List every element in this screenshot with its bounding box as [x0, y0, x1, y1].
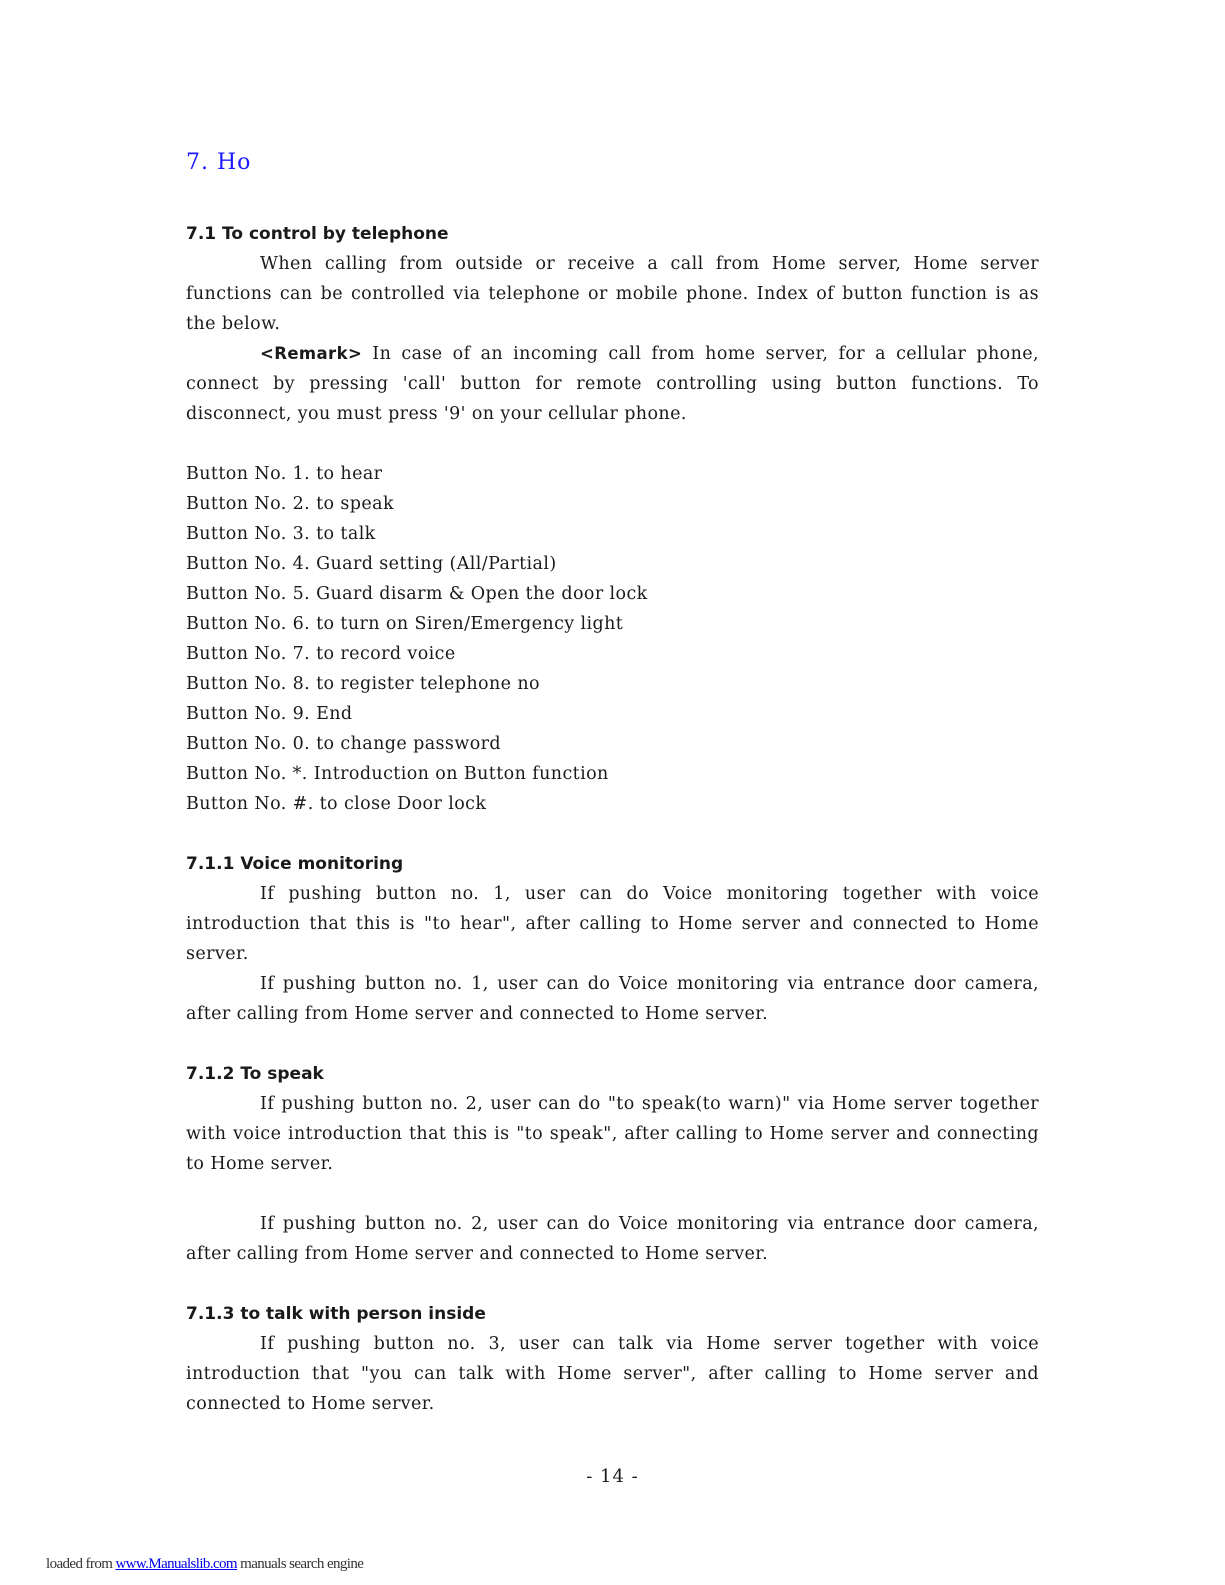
page-number: - 14 - — [586, 1466, 639, 1487]
list-item: Button No. #. to close Door lock — [186, 794, 487, 814]
footer-prefix: loaded from — [46, 1556, 116, 1572]
chapter-title: 7. Ho — [186, 150, 252, 175]
list-item: Button No. 4. Guard setting (All/Partial) — [186, 554, 557, 574]
list-item: Button No. 3. to talk — [186, 524, 376, 544]
section-7-1-3-paragraph-1: If pushing button no. 3, user can talk via Home server together with voice introduction that "you can talk with Home server", after calling to Home server and connected to Home server. — [186, 1334, 1039, 1414]
page-content — [186, 150, 1039, 1419]
section-heading-7-1-1: 7.1.1 Voice monitoring — [186, 854, 404, 874]
spacer — [186, 819, 1039, 849]
list-item: Button No. 1. to hear — [186, 464, 383, 484]
section-7-1-1-paragraph-2: If pushing button no. 1, user can do Voice monitoring via entrance door camera, after calling from Home server and connected to Home server. — [186, 974, 1039, 1024]
footer-suffix: manuals search engine — [237, 1556, 364, 1572]
section-7-1-2-paragraph-2: If pushing button no. 2, user can do Voice monitoring via entrance door camera, after calling from Home server and connected to Home server. — [186, 1214, 1039, 1264]
remark-label: <Remark> — [260, 344, 363, 363]
section-7-1-paragraph: When calling from outside or receive a call from Home server, Home server functions can be controlled via telephone or mobile phone. Index of button function is as the below. — [186, 254, 1039, 334]
button-function-list — [186, 459, 1039, 819]
spacer — [186, 1179, 1039, 1209]
list-item: Button No. *. Introduction on Button function — [186, 764, 609, 784]
section-heading-7-1-3: 7.1.3 to talk with person inside — [186, 1304, 486, 1324]
spacer — [186, 1269, 1039, 1299]
list-item: Button No. 8. to register telephone no — [186, 674, 540, 694]
section-7-1-2-paragraph-1: If pushing button no. 2, user can do "to speak(to warn)" via Home server together with voice introduction that this is "to speak", after calling to Home server and connecting to Home server. — [186, 1094, 1039, 1174]
list-item: Button No. 9. End — [186, 704, 353, 724]
list-item: Button No. 5. Guard disarm & Open the door lock — [186, 584, 648, 604]
list-item: Button No. 0. to change password — [186, 734, 501, 754]
list-item: Button No. 2. to speak — [186, 494, 394, 514]
list-item: Button No. 7. to record voice — [186, 644, 456, 664]
list-item: Button No. 6. to turn on Siren/Emergency light — [186, 614, 624, 634]
footer — [46, 1556, 363, 1573]
manualslib-link[interactable]: www.Manualslib.com — [115, 1556, 237, 1572]
remark-text: In case of an incoming call from home server, for a cellular phone, connect by pressing 'call' button for remote controlling using button functions. To disconnect, you must press '9' on your cellular phone. — [186, 344, 1039, 424]
spacer — [186, 429, 1039, 459]
section-heading-7-1: 7.1 To control by telephone — [186, 224, 449, 244]
section-heading-7-1-2: 7.1.2 To speak — [186, 1064, 324, 1084]
spacer — [186, 1029, 1039, 1059]
remark-paragraph — [186, 339, 1039, 429]
section-7-1-1-paragraph-1: If pushing button no. 1, user can do Voice monitoring together with voice introduction that this is "to hear", after calling to Home server and connected to Home server. — [186, 884, 1039, 964]
